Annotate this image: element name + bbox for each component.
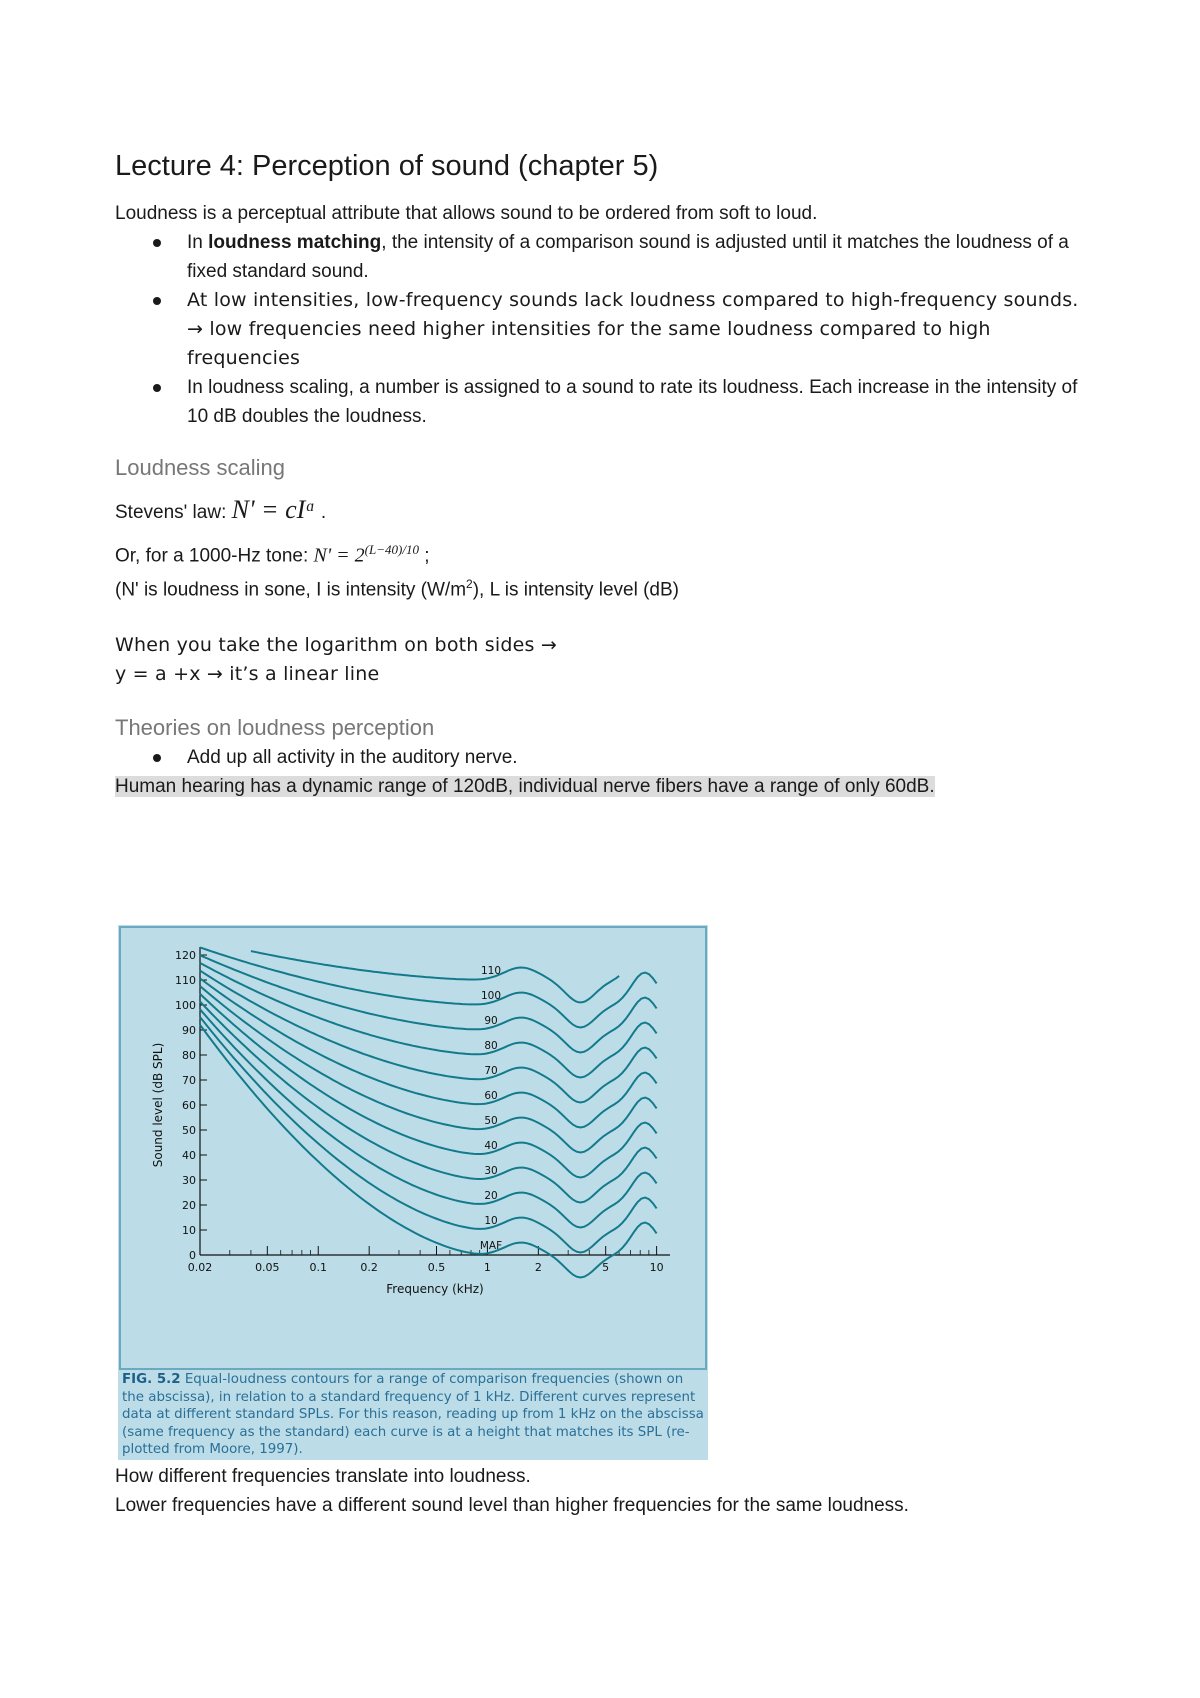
tone-formula-line: Or, for a 1000-Hz tone: $N' = 2^{(L-40)/10}$ ; bbox=[115, 542, 430, 567]
bullet-loudness-matching bbox=[187, 228, 1095, 286]
tone-label: Or, for a 1000-Hz tone: bbox=[115, 545, 314, 567]
y-tick-label: 10 bbox=[182, 1224, 196, 1237]
bullet-text: In bbox=[187, 232, 209, 253]
log-line-1: When you take the logarithm on both sides → bbox=[115, 633, 557, 656]
y-axis-label: Sound level (dB SPL) bbox=[151, 1042, 165, 1168]
x-tick-label: 10 bbox=[649, 1261, 664, 1274]
contour-label: 10 bbox=[484, 1215, 498, 1227]
highlight-text: Human hearing has a dynamic range of 120dB, individual nerve fibers have a range of only 60dB. bbox=[115, 775, 935, 797]
highlighted-line bbox=[115, 772, 1095, 801]
after-line-1: How different frequencies translate into loudness. bbox=[115, 1466, 531, 1487]
x-tick-label: 0.5 bbox=[427, 1261, 446, 1274]
loudness-bullet-list bbox=[115, 228, 1095, 431]
stevens-label: Stevens' law: bbox=[115, 502, 232, 523]
bullet-loudness-scaling: In loudness scaling, a number is assigned to a sound to rate its loudness. Each increase in the intensity of 10 dB doubles the loudness. bbox=[187, 373, 1095, 431]
bullet-low-intensities: At low intensities, low-frequency sounds lack loudness compared to high-frequency sounds. → low frequencies need higher intensities for the same loudness compared to high frequencies bbox=[187, 286, 1095, 373]
x-axis-label: Frequency (kHz) bbox=[386, 1282, 484, 1296]
x-tick-label: 1 bbox=[483, 1261, 491, 1274]
after-line-2: Lower frequencies have a different sound level than higher frequencies for the same loudness. bbox=[115, 1495, 909, 1516]
tone-exponent: (L−40)/10 bbox=[364, 542, 419, 557]
heading-loudness-scaling: Loudness scaling bbox=[115, 455, 286, 480]
y-tick-label: 110 bbox=[175, 974, 196, 987]
y-tick-label: 50 bbox=[182, 1124, 196, 1137]
contour-label: 60 bbox=[484, 1090, 498, 1102]
bold-term: loudness matching bbox=[208, 232, 382, 253]
page-title: Lecture 4: Perception of sound (chapter 5) bbox=[115, 150, 659, 182]
x-tick-label: 0.2 bbox=[360, 1261, 378, 1274]
y-tick-label: 70 bbox=[182, 1074, 196, 1087]
tone-formula: N' = 2 bbox=[313, 544, 365, 567]
log-line-2: y = a +x → it’s a linear line bbox=[115, 662, 380, 685]
x-tick-label: 0.1 bbox=[309, 1261, 327, 1274]
definition-text: (N' is loudness in sone, I is intensity (W/m bbox=[115, 579, 467, 601]
contour-label: MAF bbox=[479, 1240, 503, 1252]
x-tick-label: 0.02 bbox=[187, 1261, 213, 1274]
theories-bullet-list bbox=[115, 743, 1095, 772]
y-tick-label: 20 bbox=[182, 1199, 196, 1212]
figure-equal-loudness bbox=[118, 925, 708, 1460]
equal-loudness-chart bbox=[118, 925, 708, 1371]
contour-label: 30 bbox=[484, 1165, 498, 1177]
contour-MAF bbox=[200, 1025, 657, 1278]
contour-label: 80 bbox=[484, 1040, 498, 1052]
y-tick-label: 90 bbox=[182, 1024, 196, 1037]
document-body bbox=[115, 150, 1095, 801]
y-tick-label: 80 bbox=[182, 1049, 196, 1062]
y-tick-label: 30 bbox=[182, 1174, 196, 1187]
contour-label: 100 bbox=[480, 990, 502, 1002]
figure-label: FIG. 5.2 bbox=[122, 1372, 181, 1387]
stevens-formula: N' = cIᵅ bbox=[231, 495, 316, 524]
contour-100 bbox=[200, 947, 657, 1027]
heading-theories: Theories on loudness perception bbox=[115, 714, 435, 740]
contour-80 bbox=[200, 963, 657, 1078]
contour-110 bbox=[251, 951, 619, 1002]
bullet-text: , the intensity of a comparison sound is adjusted until it matches the loudness of a fixed standard sound. bbox=[187, 232, 1069, 282]
caption-text: Equal-loudness contours for a range of comparison frequencies (shown on the abscissa), in relation to a standard frequency of 1 kHz. Different curves represent data at different standard SPLs. For this reason, reading up from 1 kHz on the abscissa (same frequency as the standard) each curve is at a height that matches its SPL (re-plotted from Moore, 1997). bbox=[122, 1372, 704, 1457]
contour-20 bbox=[200, 1009, 657, 1227]
y-tick-label: 100 bbox=[175, 999, 196, 1012]
contour-30 bbox=[200, 1002, 657, 1203]
contour-label: 50 bbox=[484, 1115, 498, 1127]
contour-label: 40 bbox=[484, 1140, 498, 1152]
bullet-auditory-nerve: Add up all activity in the auditory nerve. bbox=[187, 743, 1095, 772]
stevens-law-line: Stevens' law: N' = cIᵅ . bbox=[115, 495, 327, 524]
definition-line bbox=[115, 570, 1095, 604]
contour-label: 70 bbox=[484, 1065, 498, 1077]
contour-label: 20 bbox=[484, 1190, 498, 1202]
x-tick-label: 2 bbox=[534, 1261, 542, 1274]
after-figure-text bbox=[115, 1462, 1095, 1520]
contour-label: 110 bbox=[480, 965, 502, 977]
y-tick-label: 60 bbox=[182, 1099, 196, 1112]
x-tick-label: 0.05 bbox=[255, 1261, 280, 1274]
x-tick-label: 5 bbox=[602, 1261, 610, 1274]
figure-caption bbox=[118, 1371, 708, 1459]
intro-paragraph: Loudness is a perceptual attribute that allows sound to be ordered from soft to loud. bbox=[115, 203, 818, 224]
y-tick-label: 0 bbox=[189, 1249, 196, 1262]
y-tick-label: 40 bbox=[182, 1149, 196, 1162]
contour-label: 90 bbox=[484, 1015, 498, 1027]
y-tick-label: 120 bbox=[175, 949, 196, 962]
superscript-2: 2 bbox=[466, 577, 473, 592]
definition-text: ), L is intensity level (dB) bbox=[472, 579, 679, 601]
